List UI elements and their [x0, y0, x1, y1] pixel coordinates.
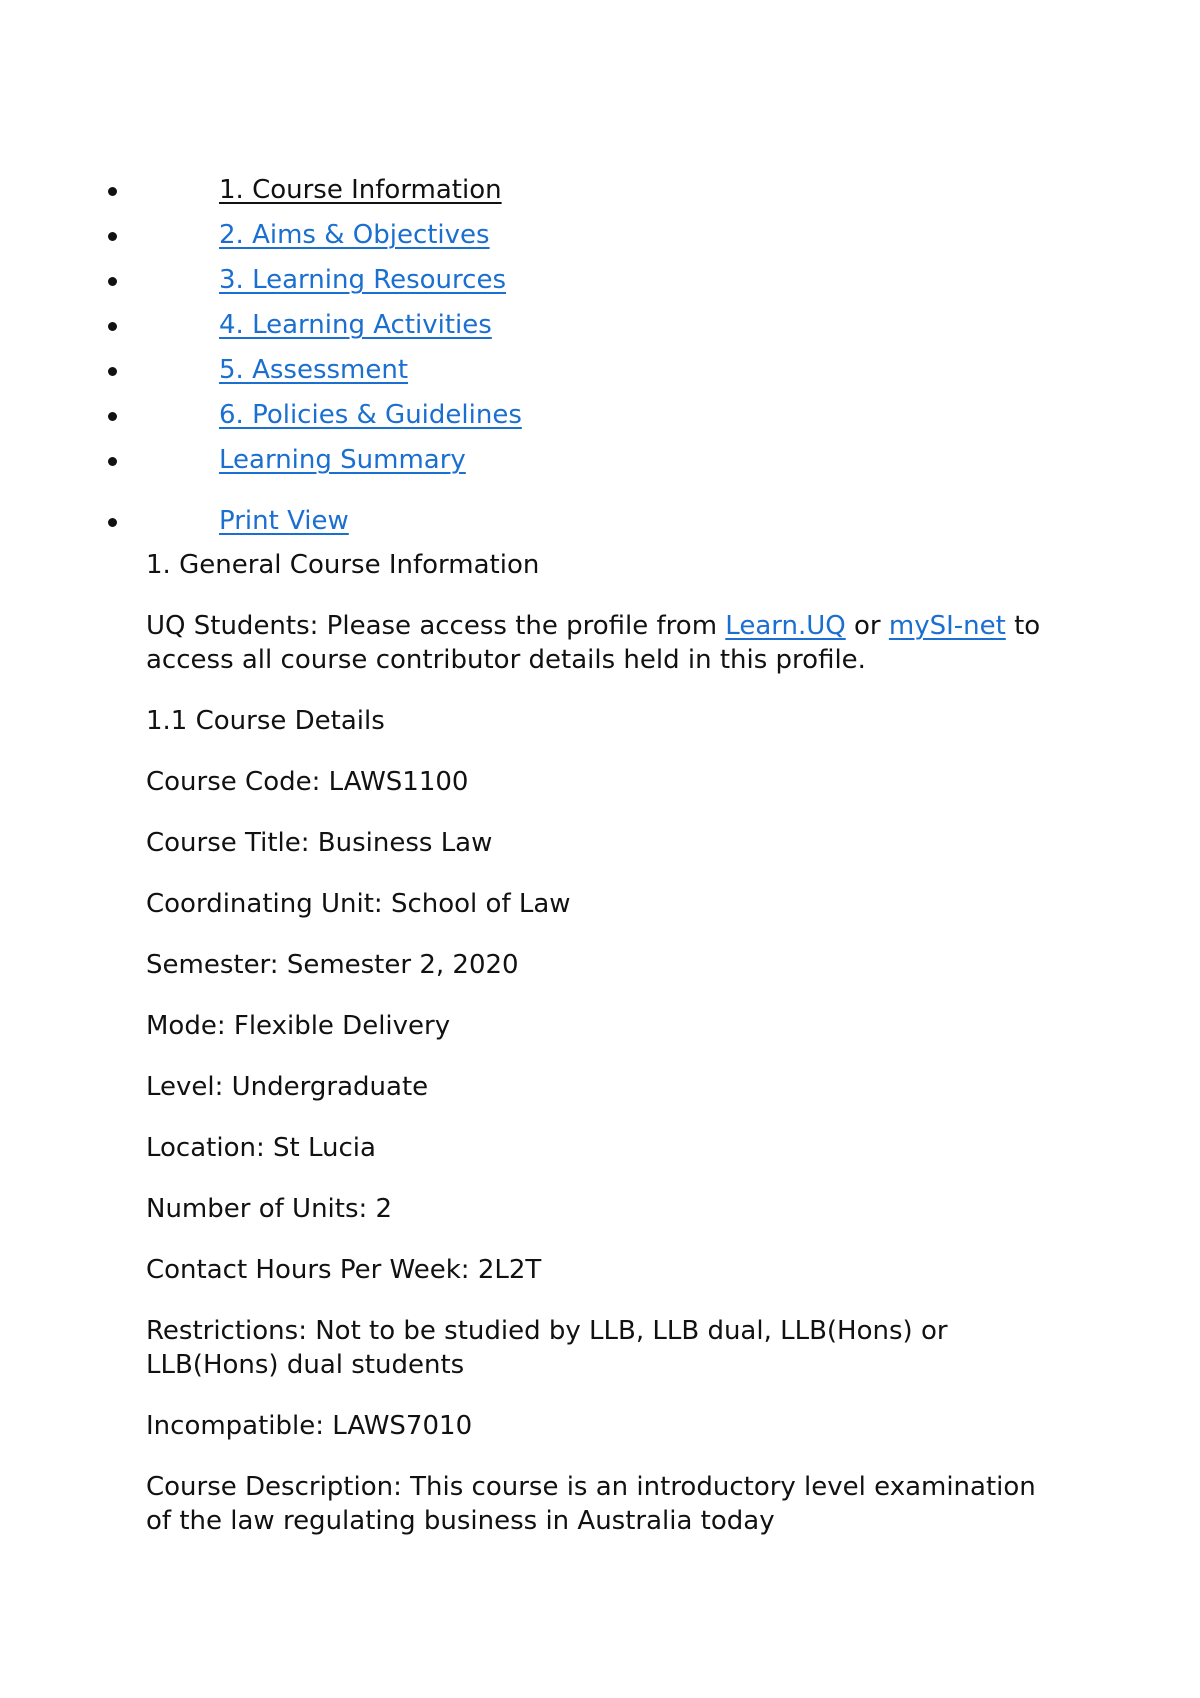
- bullet-icon: [108, 187, 117, 196]
- toc-link-learning-summary[interactable]: Learning Summary: [219, 445, 466, 475]
- toc-item: [0, 393, 1200, 438]
- number-of-units: Number of Units: 2: [146, 1194, 393, 1224]
- contact-hours: Contact Hours Per Week: 2L2T: [146, 1255, 542, 1285]
- level: Level: Undergraduate: [146, 1072, 429, 1102]
- table-of-contents: [0, 168, 1200, 544]
- coordinating-unit: Coordinating Unit: School of Law: [146, 889, 571, 919]
- toc-link-course-information[interactable]: 1. Course Information: [219, 175, 502, 205]
- course-code: Course Code: LAWS1100: [146, 767, 469, 797]
- intro-text: to access all course contributor details held in this profile.: [146, 611, 1041, 675]
- course-content: [146, 548, 1066, 1565]
- mysi-net-link[interactable]: mySI-net: [888, 611, 1006, 641]
- bullet-icon: [108, 518, 117, 527]
- toc-item: [0, 438, 1200, 483]
- toc-link-assessment[interactable]: 5. Assessment: [219, 355, 409, 385]
- intro-text: UQ Students: Please access the profile from: [146, 611, 726, 641]
- bullet-icon: [108, 367, 117, 376]
- toc-item: [0, 348, 1200, 393]
- toc-link-policies-guidelines[interactable]: 6. Policies & Guidelines: [219, 400, 522, 430]
- intro-paragraph: [146, 609, 1066, 677]
- mode: Mode: Flexible Delivery: [146, 1011, 451, 1041]
- toc-item: [0, 499, 1200, 544]
- restrictions: Restrictions: Not to be studied by LLB, LLB dual, LLB(Hons) or LLB(Hons) dual students: [146, 1316, 948, 1380]
- intro-text: or: [845, 611, 889, 641]
- toc-link-print-view[interactable]: Print View: [219, 506, 349, 536]
- incompatible: Incompatible: LAWS7010: [146, 1411, 473, 1441]
- course-description: Course Description: This course is an introductory level examination of the law regulating business in Australia today: [146, 1472, 1036, 1536]
- section-title: 1. General Course Information: [146, 550, 540, 580]
- course-title: Course Title: Business Law: [146, 828, 493, 858]
- toc-item: [0, 213, 1200, 258]
- toc-item: [0, 258, 1200, 303]
- bullet-icon: [108, 322, 117, 331]
- toc-link-aims-objectives[interactable]: 2. Aims & Objectives: [219, 220, 490, 250]
- semester: Semester: Semester 2, 2020: [146, 950, 519, 980]
- bullet-icon: [108, 412, 117, 421]
- details-heading: 1.1 Course Details: [146, 706, 385, 736]
- bullet-icon: [108, 277, 117, 286]
- location: Location: St Lucia: [146, 1133, 376, 1163]
- toc-item: [0, 303, 1200, 348]
- learn-uq-link[interactable]: Learn.UQ: [725, 611, 846, 641]
- toc-link-learning-activities[interactable]: 4. Learning Activities: [219, 310, 492, 340]
- bullet-icon: [108, 232, 117, 241]
- bullet-icon: [108, 457, 117, 466]
- toc-link-learning-resources[interactable]: 3. Learning Resources: [219, 265, 506, 295]
- toc-item: [0, 168, 1200, 213]
